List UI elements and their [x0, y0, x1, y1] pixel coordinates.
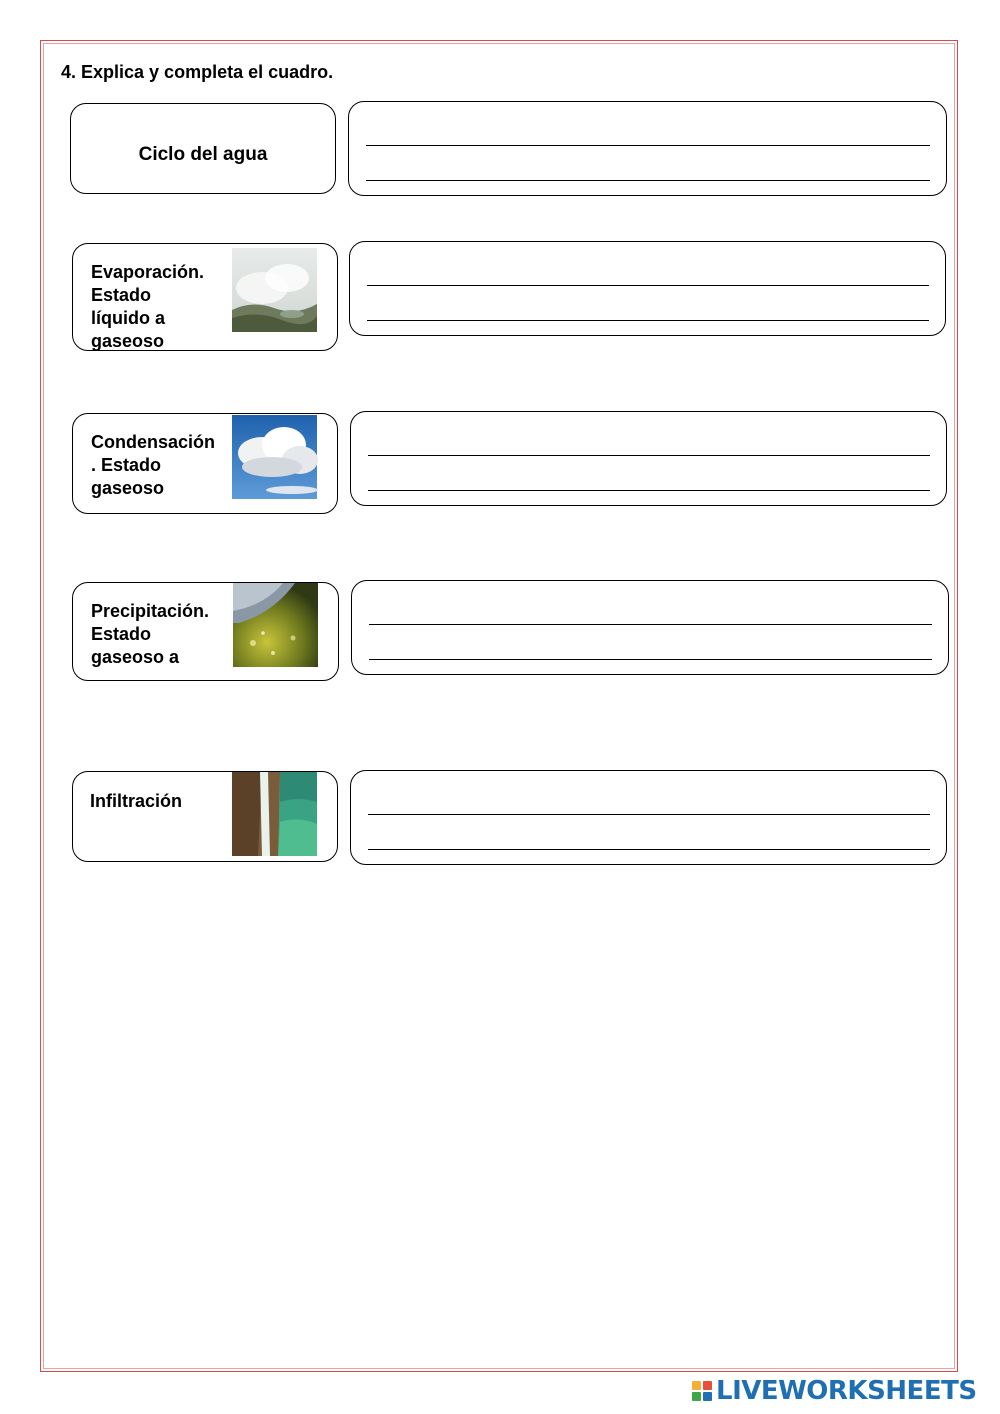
answer-line[interactable] [368, 814, 930, 815]
answer-line[interactable] [369, 624, 932, 625]
answer-line[interactable] [367, 320, 929, 321]
waterfall-photo [232, 772, 317, 856]
stage-card-condensation [72, 413, 338, 514]
instruction-heading: 4. Explica y completa el cuadro. [61, 62, 334, 82]
answer-line[interactable] [368, 490, 930, 491]
stage-label: Precipitación. Estado gaseoso a [91, 601, 210, 667]
answer-box-infiltration[interactable] [350, 770, 947, 865]
stage-card-infiltration [72, 771, 338, 862]
title-card [70, 103, 336, 194]
stage-card-evaporation [72, 243, 338, 351]
stage-label: Evaporación. Estado líquido a gaseoso [91, 262, 205, 351]
answer-line[interactable] [368, 849, 930, 850]
answer-line[interactable] [368, 455, 930, 456]
liveworksheets-logo [692, 1376, 977, 1406]
rain-photo [233, 583, 318, 667]
answer-box-condensation[interactable] [350, 411, 947, 506]
logo-mark-icon [692, 1381, 712, 1401]
answer-box-cycle[interactable] [348, 101, 947, 196]
stage-card-precipitation [72, 582, 339, 681]
stage-label: Condensación . Estado gaseoso [91, 432, 216, 498]
evaporation-photo [232, 248, 317, 332]
answer-line[interactable] [367, 285, 929, 286]
brand-name: LIVEWORKSHEETS [716, 1376, 977, 1406]
stage-label: Infiltración [90, 791, 183, 811]
answer-box-precipitation[interactable] [351, 580, 949, 675]
answer-line[interactable] [366, 145, 930, 146]
answer-line[interactable] [366, 180, 930, 181]
title-card-label: Ciclo del agua [138, 144, 268, 165]
answer-box-evaporation[interactable] [349, 241, 946, 336]
answer-line[interactable] [369, 659, 932, 660]
clouds-photo [232, 415, 317, 499]
